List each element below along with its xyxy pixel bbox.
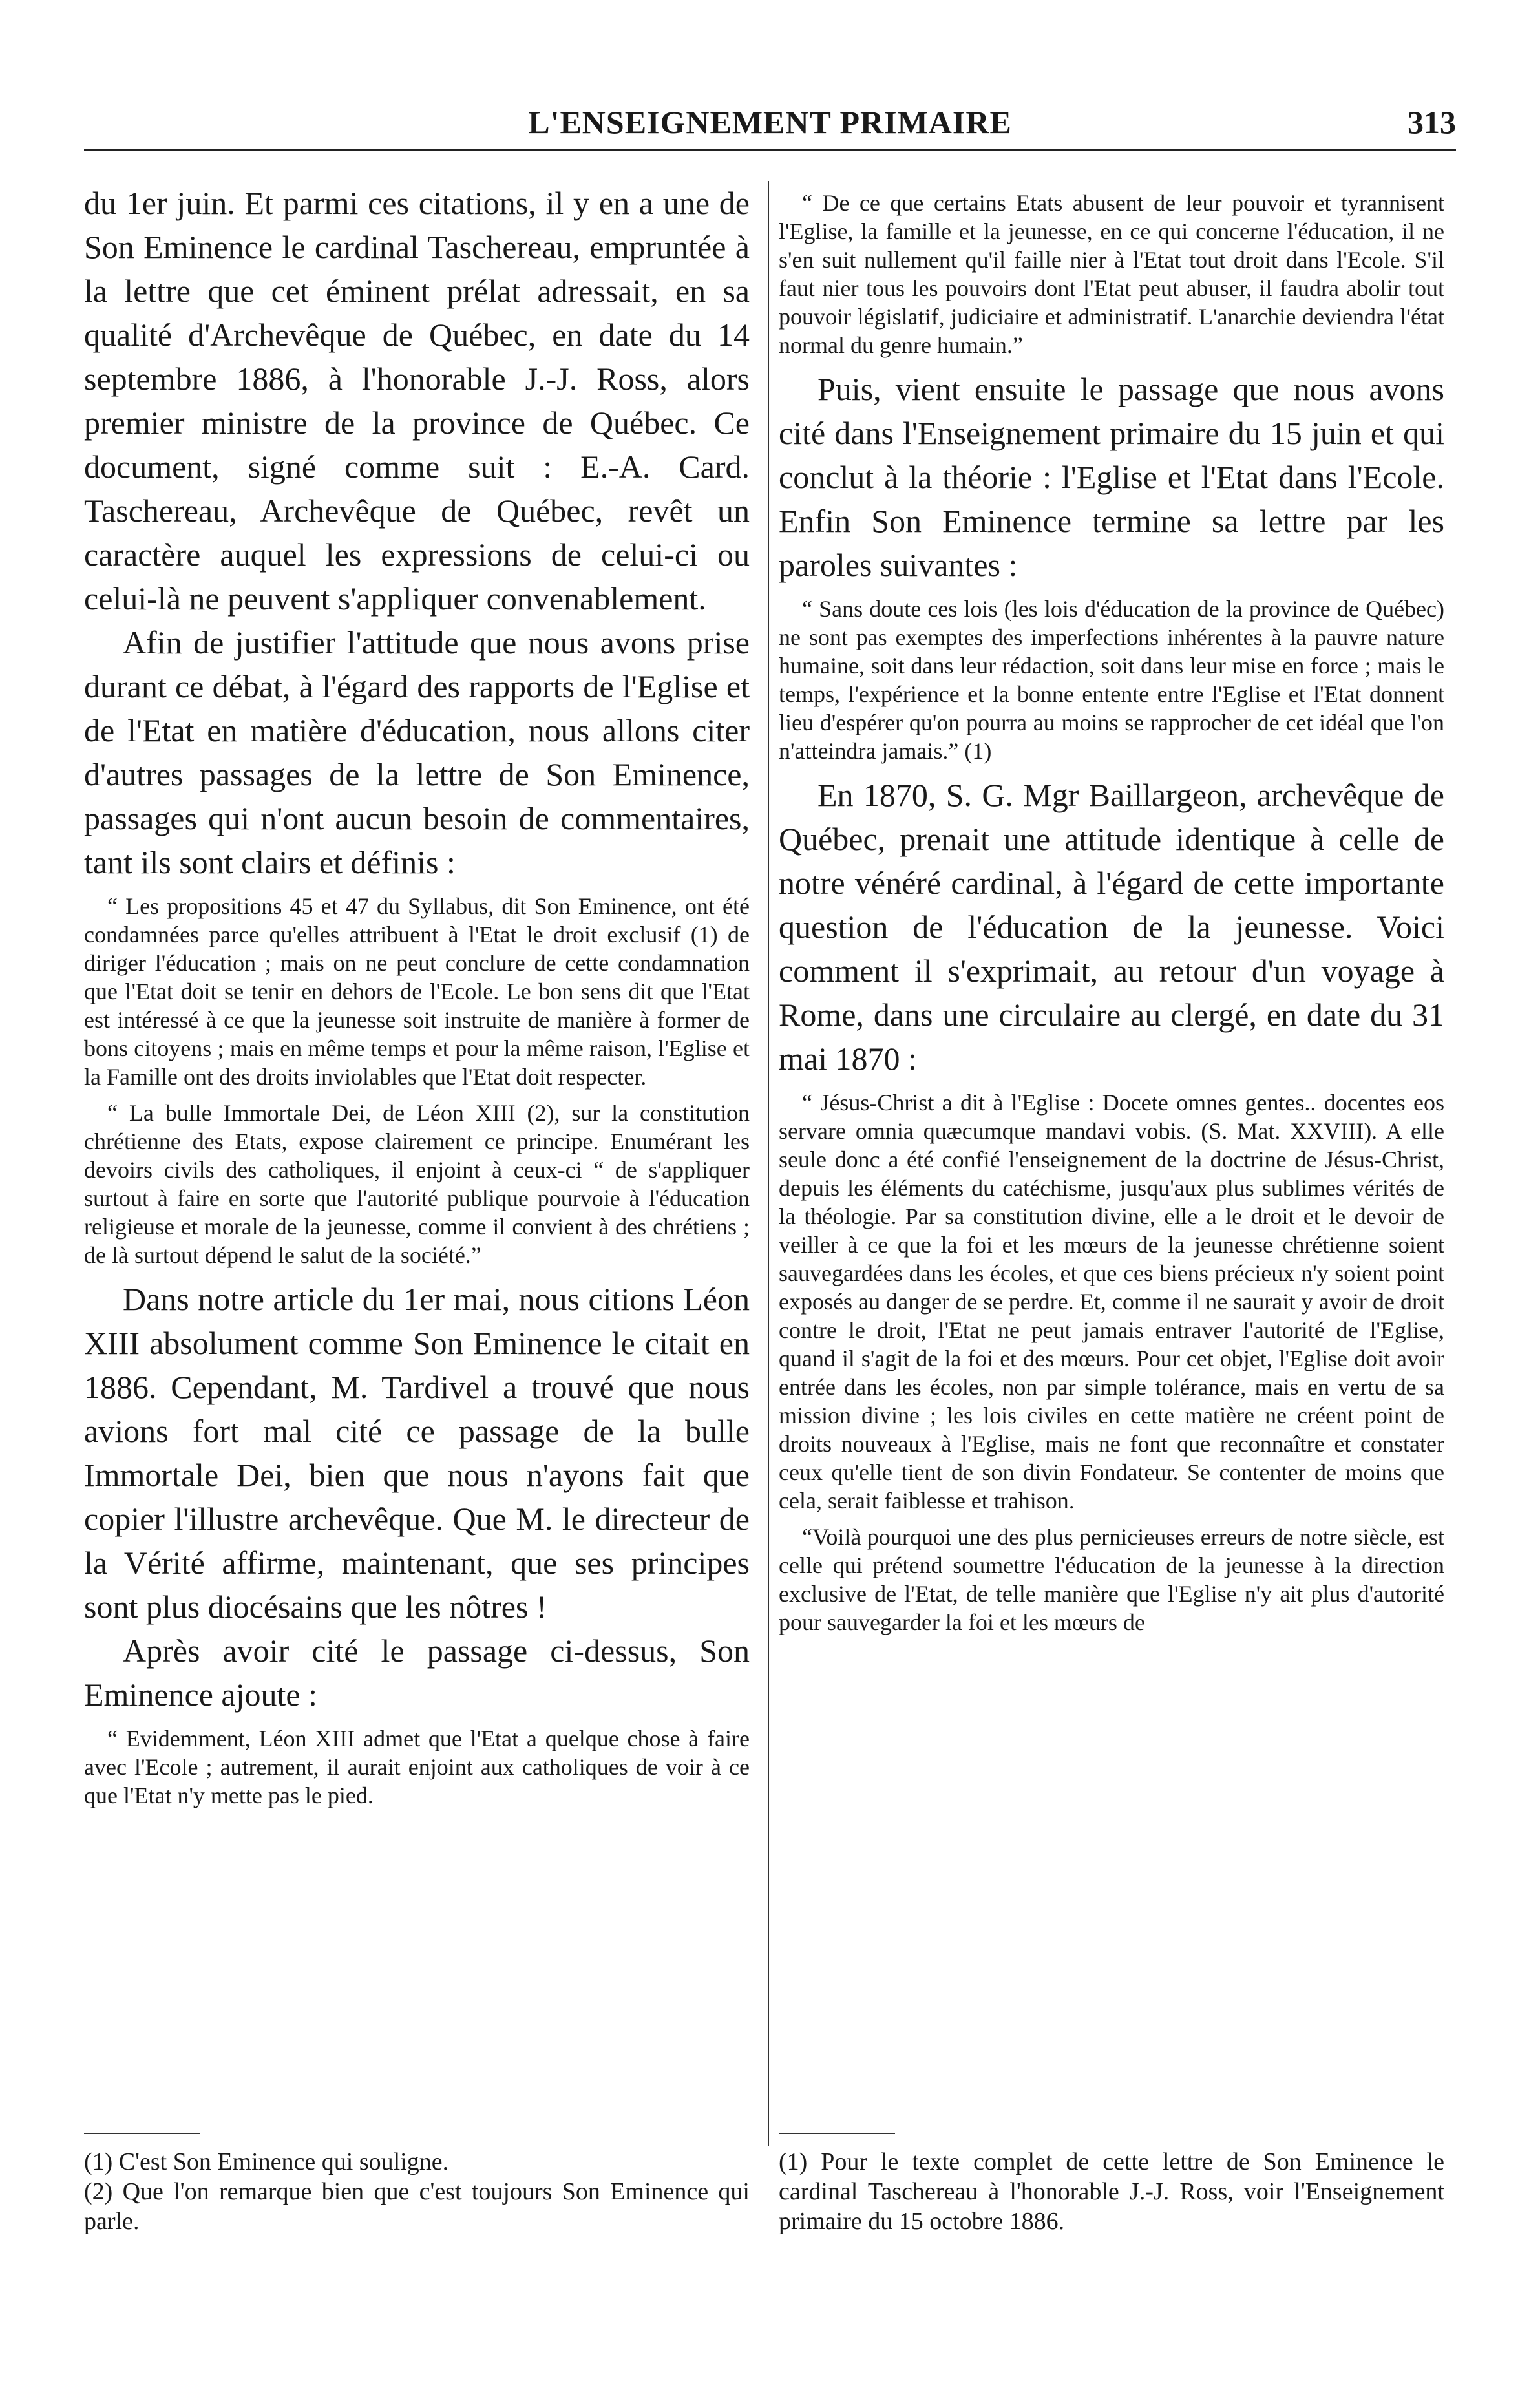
quotation: “ La bulle Immortale Dei, de Léon XIII (2), sur la constitution chrétienne des Etats, expose clairement ce principe. Enumérant les devoirs civils des catholiques, il enjoint à ceux-ci “ de s'appliquer surtout à faire en sorte que l'autorité publique pourvoie à l'éducation religieuse et morale de la jeunesse, comme il convient à des chrétiens ; de là surtout dépend le salut de la société.” — [84, 1100, 750, 1268]
column-divider — [768, 181, 769, 2146]
quotation: “ Evidemment, Léon XIII admet que l'Etat a quelque chose à faire avec l'Ecole ; autrement, il aurait enjoint aux catholiques de voir à ce que l'Etat n'y mette pas le pied. — [84, 1726, 750, 1808]
footnotes — [84, 2120, 750, 2236]
right-column — [779, 181, 1444, 2236]
quotation: “ Les propositions 45 et 47 du Syllabus, dit Son Eminence, ont été condamnées parce qu'elles attribuent à l'Etat le droit exclusif (1) de diriger l'éducation ; mais on ne peut conclure de cette condamnation que l'Etat doit se tenir en dehors de l'Ecole. Le bon sens dit que l'Etat est intéressé à ce que la jeunesse soit instruite de manière à former de bons citoyens ; mais en même temps et pour la même raison, l'Eglise et la Famille ont des droits inviolables que l'Etat doit respecter. — [84, 893, 750, 1090]
paragraph: En 1870, S. G. Mgr Baillargeon, archevêque de Québec, prenait une attitude identique à celle de notre vénéré cardinal, à l'égard de cette importante question de l'éducation de la jeunesse. Voici comment il s'exprimait, au retour d'un voyage à Rome, dans une circulaire au clergé, en date du 31 mai 1870 : — [779, 777, 1444, 1077]
paragraph: Après avoir cité le passage ci-dessus, Son Eminence ajoute : — [84, 1633, 750, 1713]
footnote-rule — [84, 2133, 200, 2134]
footnote: (1) Pour le texte complet de cette lettre de Son Eminence le cardinal Taschereau à l'honorable J.-J. Ross, voir l'Enseignement primaire du 15 octobre 1886. — [779, 2148, 1444, 2235]
paragraph: Dans notre article du 1er mai, nous citions Léon XIII absolument comme Son Eminence le citait en 1886. Cependant, M. Tardivel a trouvé que nous avions fort mal cité ce passage de la bulle Immortale Dei, bien que nous n'ayons fait que copier l'illustre archevêque. Que M. le directeur de la Vérité affirme, maintenant, que ses principes sont plus diocésains que les nôtres ! — [84, 1281, 750, 1625]
quotation: “ Jésus-Christ a dit à l'Eglise : Docete omnes gentes.. docentes eos servare omnia quæcumque mandavi vobis. (S. Mat. XXVIII). A elle seule donc a été confié l'enseignement de la doctrine de Jésus-Christ, depuis les éléments du catéchisme, jusqu'aux plus sublimes vérités de la théologie. Par sa constitution divine, elle a le droit et le devoir de veiller à ce que la foi et les mœurs de la jeunesse chrétienne soient sauvegardées dans les écoles, et que ces biens précieux n'y soient point exposés au danger de se perdre. Et, comme il ne saurait y avoir de droit contre le droit, l'Etat ne peut jamais entraver l'autorité de l'Eglise, quand il s'agit de la foi et des mœurs. Pour cet objet, l'Eglise doit avoir entrée dans les écoles, non par simple tolérance, mais en vertu de sa mission divine ; les lois civiles en cette matière ne créent point de droits nouveaux à l'Eglise, mais ne font que reconnaître et constater ceux qu'elle tient de son divin Fondateur. Se contenter de moins que cela, serait faiblesse et trahison. — [779, 1090, 1444, 1514]
paragraph: du 1er juin. Et parmi ces citations, il y en a une de Son Eminence le cardinal Taschereau, empruntée à la lettre que cet éminent prélat adressait, en sa qualité d'Archevêque de Québec, en date du 14 septembre 1886, à l'honorable J.-J. Ross, alors premier ministre de la province de Québec. Ce document, signé comme suit : E.-A. Card. Taschereau, Archevêque de Québec, revêt un caractère auquel les expressions de celui-ci ou celui-là ne peuvent s'appliquer convenablement. — [84, 185, 750, 617]
quotation: “ Sans doute ces lois (les lois d'éducation de la province de Québec) ne sont pas exemptes des imperfections inhérentes à la pauvre nature humaine, soit dans leur rédaction, soit dans leur mise en force ; mais le temps, l'expérience et la bonne entente entre l'Eglise et l'Etat donnent lieu d'espérer qu'on pourra au moins se rapprocher de cet idéal que l'on n'atteindra jamais.” (1) — [779, 596, 1444, 764]
footnote: (1) C'est Son Eminence qui souligne. — [84, 2148, 449, 2175]
paragraph: Afin de justifier l'attitude que nous avons prise durant ce débat, à l'égard des rapports de l'Eglise et de l'Etat en matière d'éducation, nous allons citer d'autres passages de la lettre de Son Eminence, passages qui n'ont aucun besoin de commentaires, tant ils sont clairs et définis : — [84, 624, 750, 880]
footnote: (2) Que l'on remarque bien que c'est toujours Son Eminence qui parle. — [84, 2178, 750, 2235]
paragraph: Puis, vient ensuite le passage que nous avons cité dans l'Enseignement primaire du 15 juin et qui conclut à la théorie : l'Eglise et l'Etat dans l'Ecole. Enfin Son Eminence termine sa lettre par les paroles suivantes : — [779, 371, 1444, 583]
footnotes — [779, 2120, 1444, 2236]
quotation: “Voilà pourquoi une des plus pernicieuses erreurs de notre siècle, est celle qui prétend soumettre l'éducation de la jeunesse à la direction exclusive de l'Etat, de telle manière que l'Eglise n'y ait plus d'autorité pour sauvegarder la foi et les mœurs de — [779, 1524, 1444, 1635]
left-column — [84, 181, 750, 2236]
page-header — [84, 97, 1456, 151]
quotation: “ De ce que certains Etats abusent de leur pouvoir et tyrannisent l'Eglise, la famille et la jeunesse, en ce qui concerne l'éducation, il ne s'en suit nullement qu'il faille nier à l'Etat tout droit dans l'Ecole. S'il faut nier tous les pouvoirs dont l'Etat peut abuser, il faudra abolir tout pouvoir législatif, judiciaire et administratif. L'anarchie deviendra l'état normal du genre humain.” — [779, 190, 1444, 358]
footnote-rule — [779, 2133, 895, 2134]
running-title: L'ENSEIGNEMENT PRIMAIRE — [528, 104, 1012, 140]
page-number: 313 — [1408, 104, 1456, 140]
